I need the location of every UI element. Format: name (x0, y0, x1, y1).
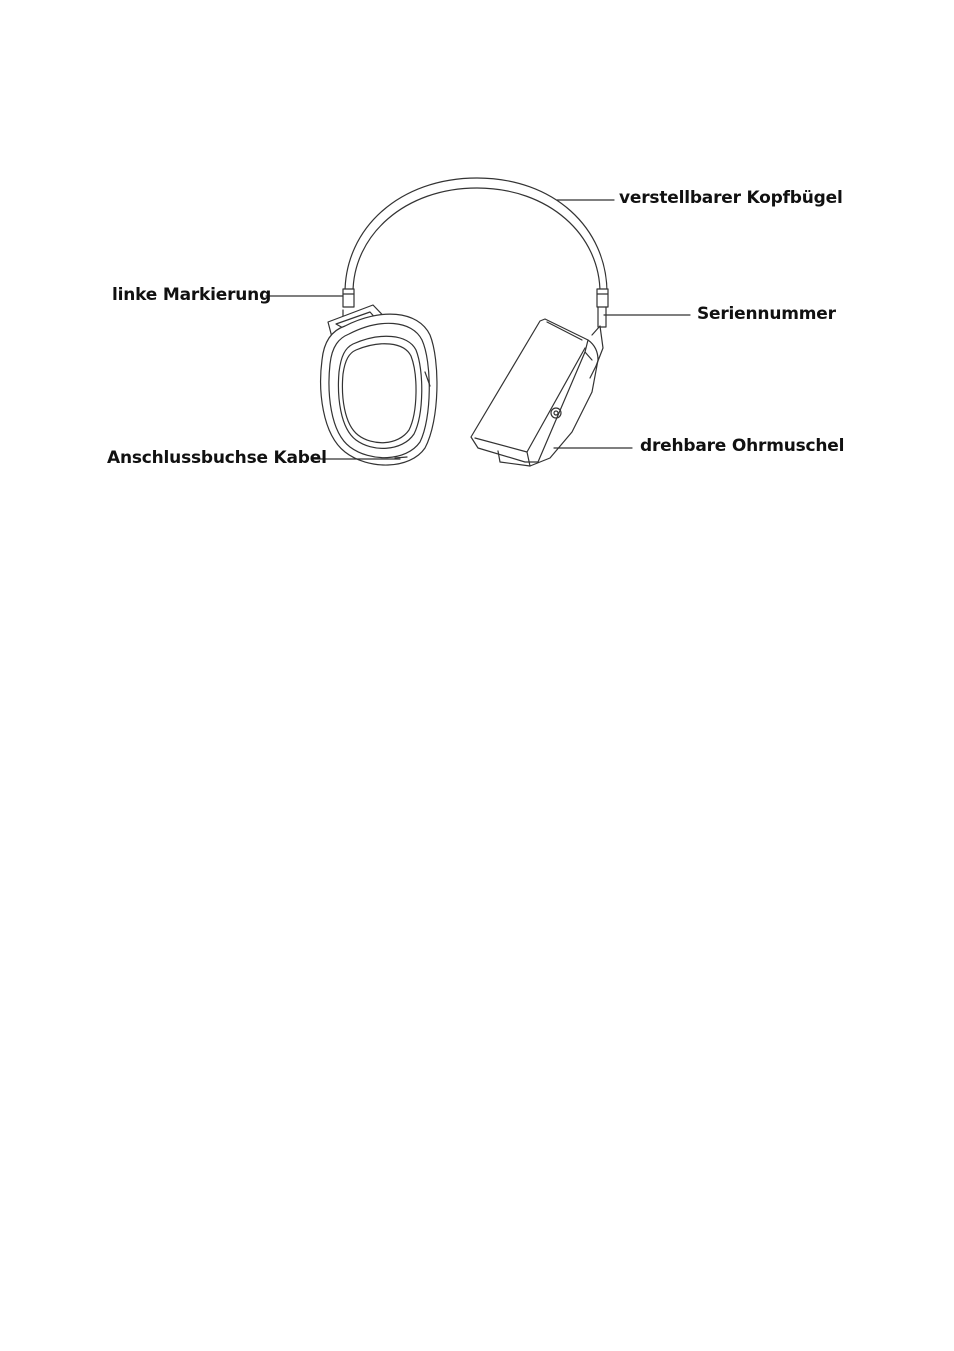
right-earcup (471, 319, 603, 466)
label-headband: verstellbarer Kopfbügel (619, 188, 843, 208)
right-slider (597, 289, 608, 327)
label-rotating-earcup: drehbare Ohrmuschel (640, 436, 845, 456)
label-cable-jack: Anschlussbuchse Kabel (107, 448, 327, 468)
label-serial-number: Seriennummer (697, 304, 836, 324)
left-slider (343, 289, 354, 307)
left-earcup (321, 314, 437, 465)
label-left-marking: linke Markierung (112, 285, 272, 305)
